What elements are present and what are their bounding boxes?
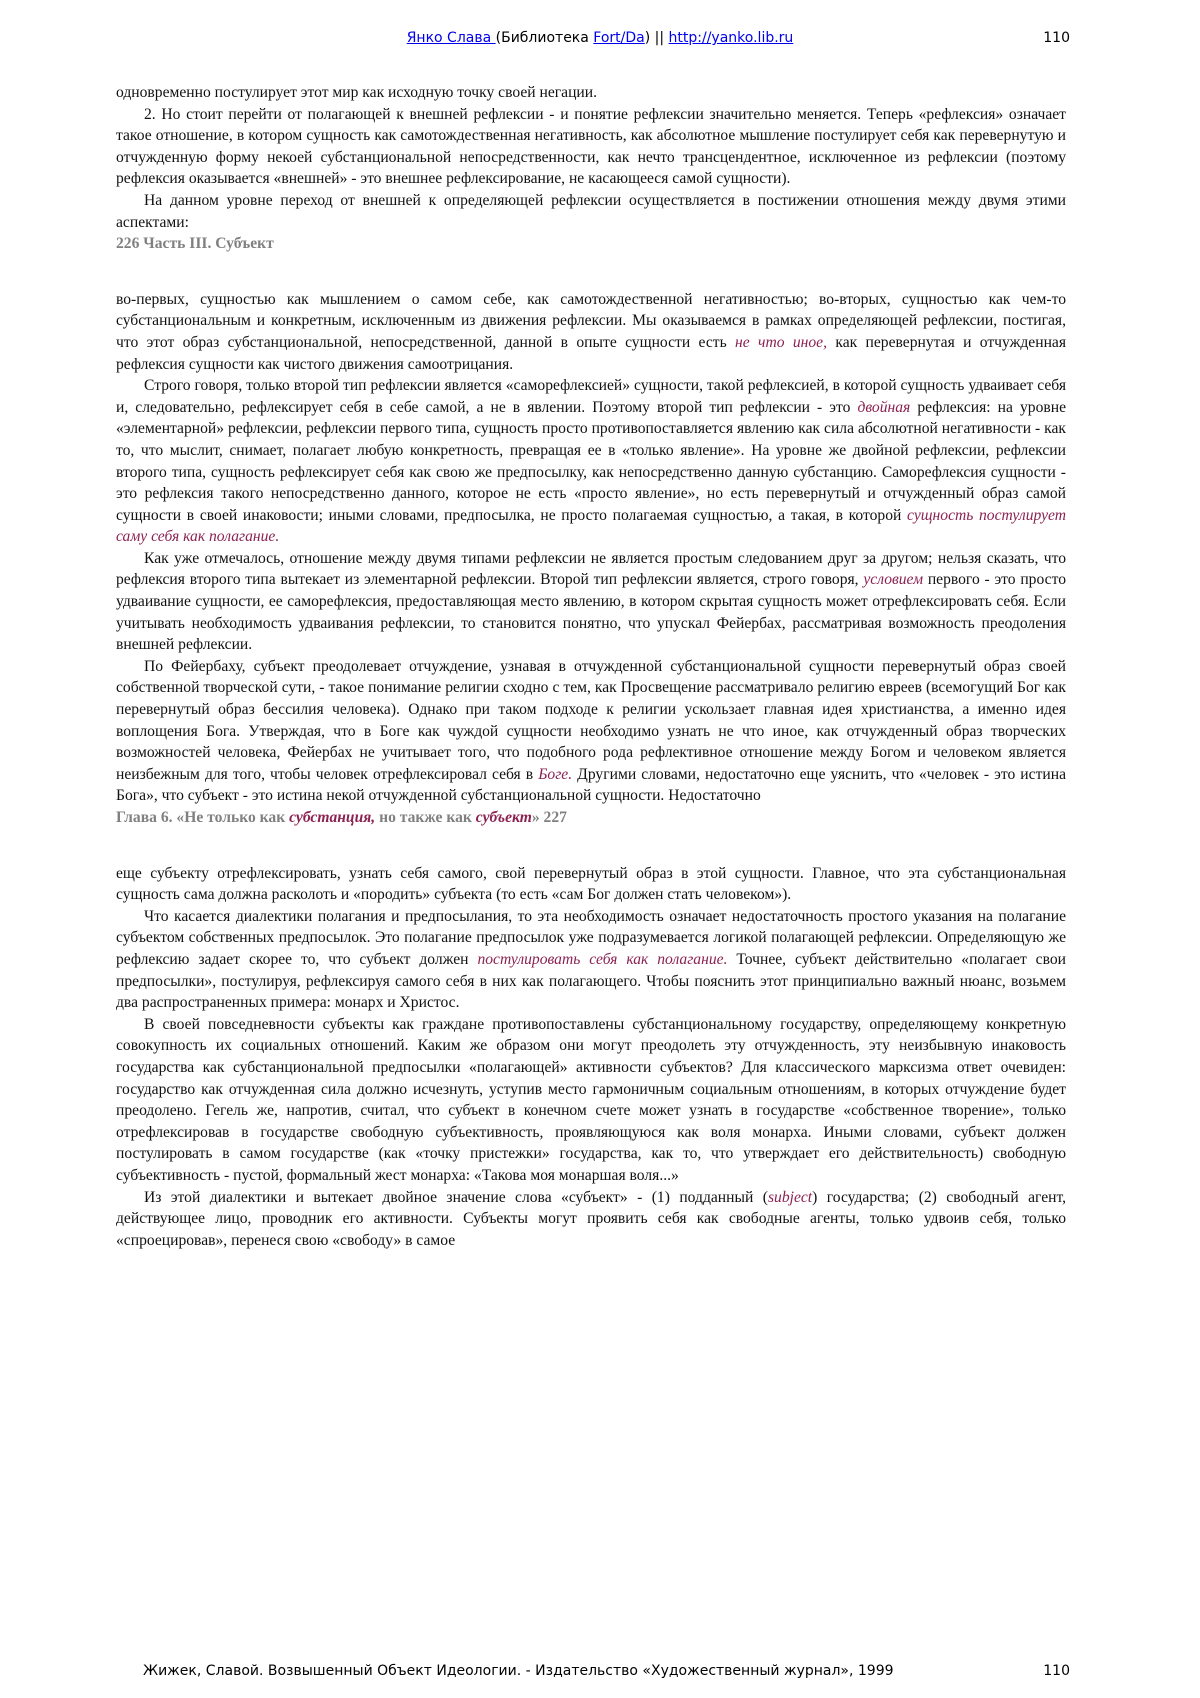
emphasis: subject	[767, 1188, 813, 1206]
text-run: Строго говоря, только второй тип рефлексии является «саморефлексией» сущности, такой рефлексией, в которой сущность удваивает себя и, следовательно, рефлексирует себя в себе самой, а не в явлении. Поэтому второй тип рефлексии - это	[116, 377, 1066, 416]
header-title	[0, 30, 1200, 46]
emphasis: постулировать себя как полагание.	[477, 950, 728, 968]
page-header	[0, 28, 1200, 52]
header-page-number: 110	[1043, 30, 1070, 46]
site-link[interactable]: http://yanko.lib.ru	[668, 30, 794, 46]
emphasis: не что иное,	[735, 333, 828, 351]
text-run: Другими словами, недостаточно еще уяснить, что «человек - это истина Бога», что субъект - это истина некой отчужденной субстанциональной сущности. Недостаточно	[116, 765, 1067, 805]
page-break-gap	[116, 255, 1066, 289]
running-head: 226 Часть III. Субъект	[116, 235, 274, 253]
text-run: Как уже отмечалось, отношение между двумя типами рефлексии не является простым следованием друг за другом; нельзя сказать, что рефлексия второго типа вытекает из элементарной рефлексии. Второй тип рефлексии является, строго говоря,	[116, 549, 1066, 589]
text-run: но также как	[375, 809, 476, 826]
paragraph: В своей повседневности субъекты как граждане противопоставлены субстанциональному государству, определяющему конкретную совокупность их социальных отношений. Каким же образом они могут преодолеть эту отчужденность, эту неизбывную инаковость государства как субстанциональной предпосылки «полагающей» активности субъектов? Для классического марксизма ответ очевиден: государство как отчужденная сила должно исчезнуть, уступив место гармоничным социальным отношениям, в которых отчуждение будет преодолено. Гегель же, напротив, считал, что субъект в конечном счете может узнать в государстве «собственное творение», только отрефлексировав в государстве свободную субъективность, проявляющуюся как воля монарха. Иными словами, субъект должен постулировать в самом государстве (как «точку пристежки» государства, как то, что утверждает его действительность) свободную субъективность - пустой, формальный жест монарха: «Такова моя монаршая воля...»	[116, 1015, 1066, 1184]
paragraph: 2. Но стоит перейти от полагающей к внешней рефлексии - и понятие рефлексии значительно меняется. Теперь «рефлексия» означает такое отношение, в котором сущность как самотождественная негативность, как абсолютное мышление постулирует себя как перевернутую и отчужденную форму некоей субстанциональной непосредственности, как нечто трансцендентное, исключенное из рефлексии (поэтому рефлексия оказывается «внешней» - это внешнее рефлексирование, не касающееся самой сущности).	[116, 105, 1066, 188]
paragraph	[116, 289, 1066, 375]
paragraph	[116, 1187, 1066, 1252]
emphasis: условием	[863, 571, 924, 589]
emphasis: сущность постулирует саму себя как полагание.	[116, 506, 1066, 546]
text-run: Точнее, субъект действительно «полагает свои предпосылки», постулируя, рефлексируя самого себя в них как полагающего. Чтобы пояснить этот принципиально важный нюанс, возьмем два распространенных примера: монарх и Христос.	[116, 950, 1067, 1012]
text-run: ) государства; (2) свободный агент, действующее лицо, проводник его активности. Субъекты могут проявить себя как свободные агенты, только удвоив себя, только «спроецировав», перенеся свою «свободу» в самое	[116, 1188, 1067, 1249]
text-run: первого - это просто удваивание сущности, ее саморефлексия, предоставляющая место явлению, в котором скрытая сущность может отрефлексировать себя. Если учитывать необходимость удваивания рефлексии, то становится понятно, что упускал Фейербах, рассматривая возможность преодоления внешней рефлексии.	[116, 571, 1066, 654]
library-prefix: (Библиотека	[495, 30, 594, 46]
running-head	[116, 807, 1066, 829]
library-suffix: ) ||	[644, 30, 669, 46]
text-run: По Фейербаху, субъект преодолевает отчуждение, узнавая в отчужденной субстанциональной сущности перевернутый образ своей собственной творческой сути, - такое понимание религии сходно с тем, как Просвещение рассматривало религию евреев (всемогущий Бог как перевернутый образ бессилия человека). Однако при таком подходе к религии ускользает главная идея христианства, а именно идея воплощения Бога. Утверждая, что в Боге как чуждой сущности необходимо узнать не что иное, как отчужденный образ творческих возможностей человека, Фейербах не учитывает того, что подобного рода рефлективное отношение между Богом и человеком является неизбежным для того, чтобы человек отрефлексировал себя в	[116, 657, 1066, 783]
text-run: рефлексия: на уровне «элементарной» рефлексии, рефлексии первого типа, сущность просто противопоставляется явлению как сила абсолютной негативности - как то, что мыслит, снимает, полагает любую конкретность, превращая ее в «только явление». На уровне же двойной рефлексии, рефлексии второго типа, сущность рефлексирует себя как свою же предпосылку, как непосредственно данную субстанцию. Саморефлексия сущности - это рефлексия такого непосредственно данного, которое не есть «просто явление», но есть перевернутый и отчужденный образ самой сущности в своей инаковости; иными словами, предпосылка, не просто полагаемая сущностью, а такая, в которой	[116, 398, 1066, 524]
emphasis: субстанция,	[289, 809, 376, 826]
paragraph: еще субъекту отрефлексировать, узнать себя самого, свой перевернутый образ в этой сущности. Главное, что эта субстанциональная сущность сама должна расколоть и «породить» субъекта (то есть «сам Бог должен стать человеком»).	[116, 864, 1066, 904]
library-link[interactable]: Fort/Da	[593, 30, 645, 46]
text-run: Что касается диалектики полагания и предпосылания, то эта необходимость означает недостаточность простого указания на полагание субъектом собственных предпосылок. Это полагание предпосылок уже подразумевается логикой полагающей рефлексии. Определяющую же рефлексию задает скорее то, что субъект должен	[116, 907, 1066, 968]
page-break-gap	[116, 829, 1066, 863]
text-run: как перевернутая и отчужденная рефлексия сущности как чистого движения самоотрицания.	[116, 333, 1067, 373]
paragraph	[116, 656, 1066, 807]
text-run: во-первых, сущностью как мышлением о самом себе, как самотождественной негативностью; во-вторых, сущностью как чем-то субстанциональным и конкретным, исключенным из движения рефлексии. Мы оказываемся в рамках определяющей рефлексии, постигая, что этот образ субстанциональной, непосредственной, данной в опыте сущности есть	[116, 290, 1066, 351]
paragraph: На данном уровне переход от внешней к определяющей рефлексии осуществляется в постижении отношения между двумя этими аспектами:	[116, 191, 1066, 231]
emphasis: Боге.	[538, 765, 573, 783]
paragraph	[116, 906, 1066, 1014]
footer-citation: Жижек, Славой. Возвышенный Объект Идеологии. - Издательство «Художественный журнал», 1999	[143, 1663, 894, 1679]
text-run: » 227	[531, 809, 567, 826]
paragraph: одновременно постулирует этот мир как исходную точку своей негации.	[116, 84, 598, 101]
emphasis: субъект	[475, 809, 532, 826]
paragraph	[116, 375, 1066, 548]
author-link[interactable]: Янко Слава	[406, 30, 496, 46]
page-body	[116, 82, 1066, 1251]
emphasis: двойная	[857, 398, 911, 416]
paragraph	[116, 548, 1066, 656]
footer-page-number: 110	[1043, 1663, 1070, 1679]
text-run: Глава 6. «Не только как	[116, 809, 290, 826]
text-run: Из этой диалектики и вытекает двойное значение слова «субъект» - (1) подданный (	[144, 1188, 768, 1206]
